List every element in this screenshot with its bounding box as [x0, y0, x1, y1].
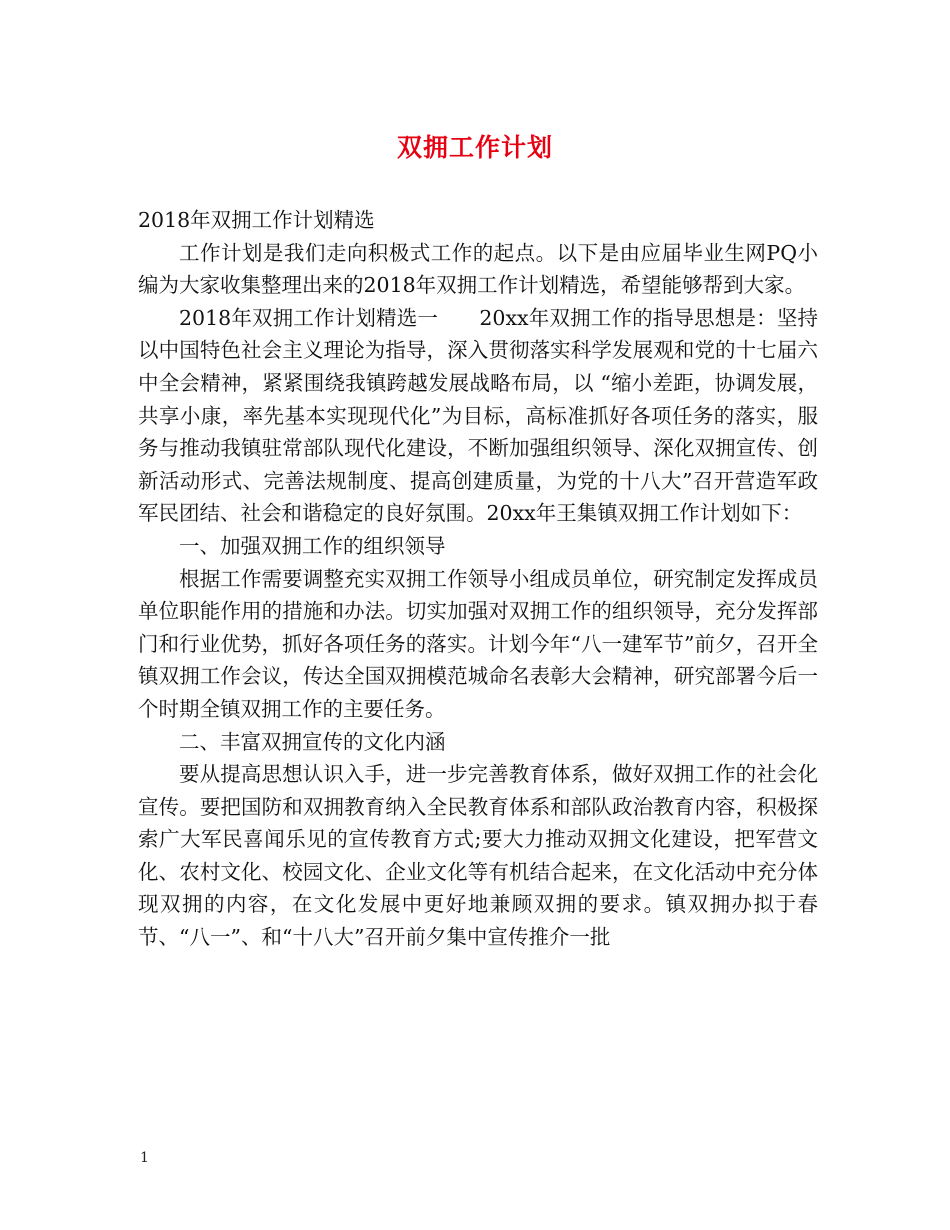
section-heading-2: 二、丰富双拥宣传的文化内涵	[179, 729, 446, 754]
intro-paragraph: 工作计划是我们走向积极式工作的起点。以下是由应届毕业生网PQ小编为大家收集整理出来的2018年双拥工作计划精选，希望能够帮到大家。	[138, 240, 818, 298]
document-body	[138, 204, 818, 954]
section-1-paragraph: 根据工作需要调整充实双拥工作领导小组成员单位，研究制定发挥成员单位职能作用的措施和办法。切实加强对双拥工作的组织领导，充分发挥部门和行业优势，抓好各项任务的落实。计划今年“八一建军节”前夕，召开全镇双拥工作会议，传达全国双拥模范城命名表彰大会精神，研究部署今后一个时期全镇双拥工作的主要任务。	[138, 566, 818, 721]
page-number: 1	[140, 1150, 149, 1166]
section-2-paragraph: 要从提高思想认识入手，进一步完善教育体系，做好双拥工作的社会化宣传。要把国防和双拥教育纳入全民教育体系和部队政治教育内容，积极探索广大军民喜闻乐见的宣传教育方式;要大力推动双拥文化建设，把军营文化、农村文化、校园文化、企业文化等有机结合起来，在文化活动中充分体现双拥的内容，在文化发展中更好地兼顾双拥的要求。镇双拥办拟于春节、“八一”、和“十八大”召开前夕集中宣传推介一批	[138, 762, 818, 950]
subtitle-paragraph: 2018年双拥工作计划精选	[138, 208, 375, 232]
section-heading-1: 一、加强双拥工作的组织领导	[179, 533, 446, 558]
document-title: 双拥工作计划	[396, 133, 553, 162]
guiding-thought-paragraph: 2018年双拥工作计划精选一 20xx年双拥工作的指导思想是：坚持以中国特色社会主义理论为指导，深入贯彻落实科学发展观和党的十七届六中全会精神，紧紧围绕我镇跨越发展战略布局，以 “缩小差距，协调发展，共享小康，率先基本实现现代化”为目标，高标准抓好各项任务的落实，服务与推动我镇驻常部队现代化建设，不断加强组织领导、深化双拥宣传、创新活动形式、完善法规制度、提高创建质量，为党的十八大”召开营造军政军民团结、社会和谐稳定的良好氛围。20xx年王集镇双拥工作计划如下：	[138, 305, 818, 526]
